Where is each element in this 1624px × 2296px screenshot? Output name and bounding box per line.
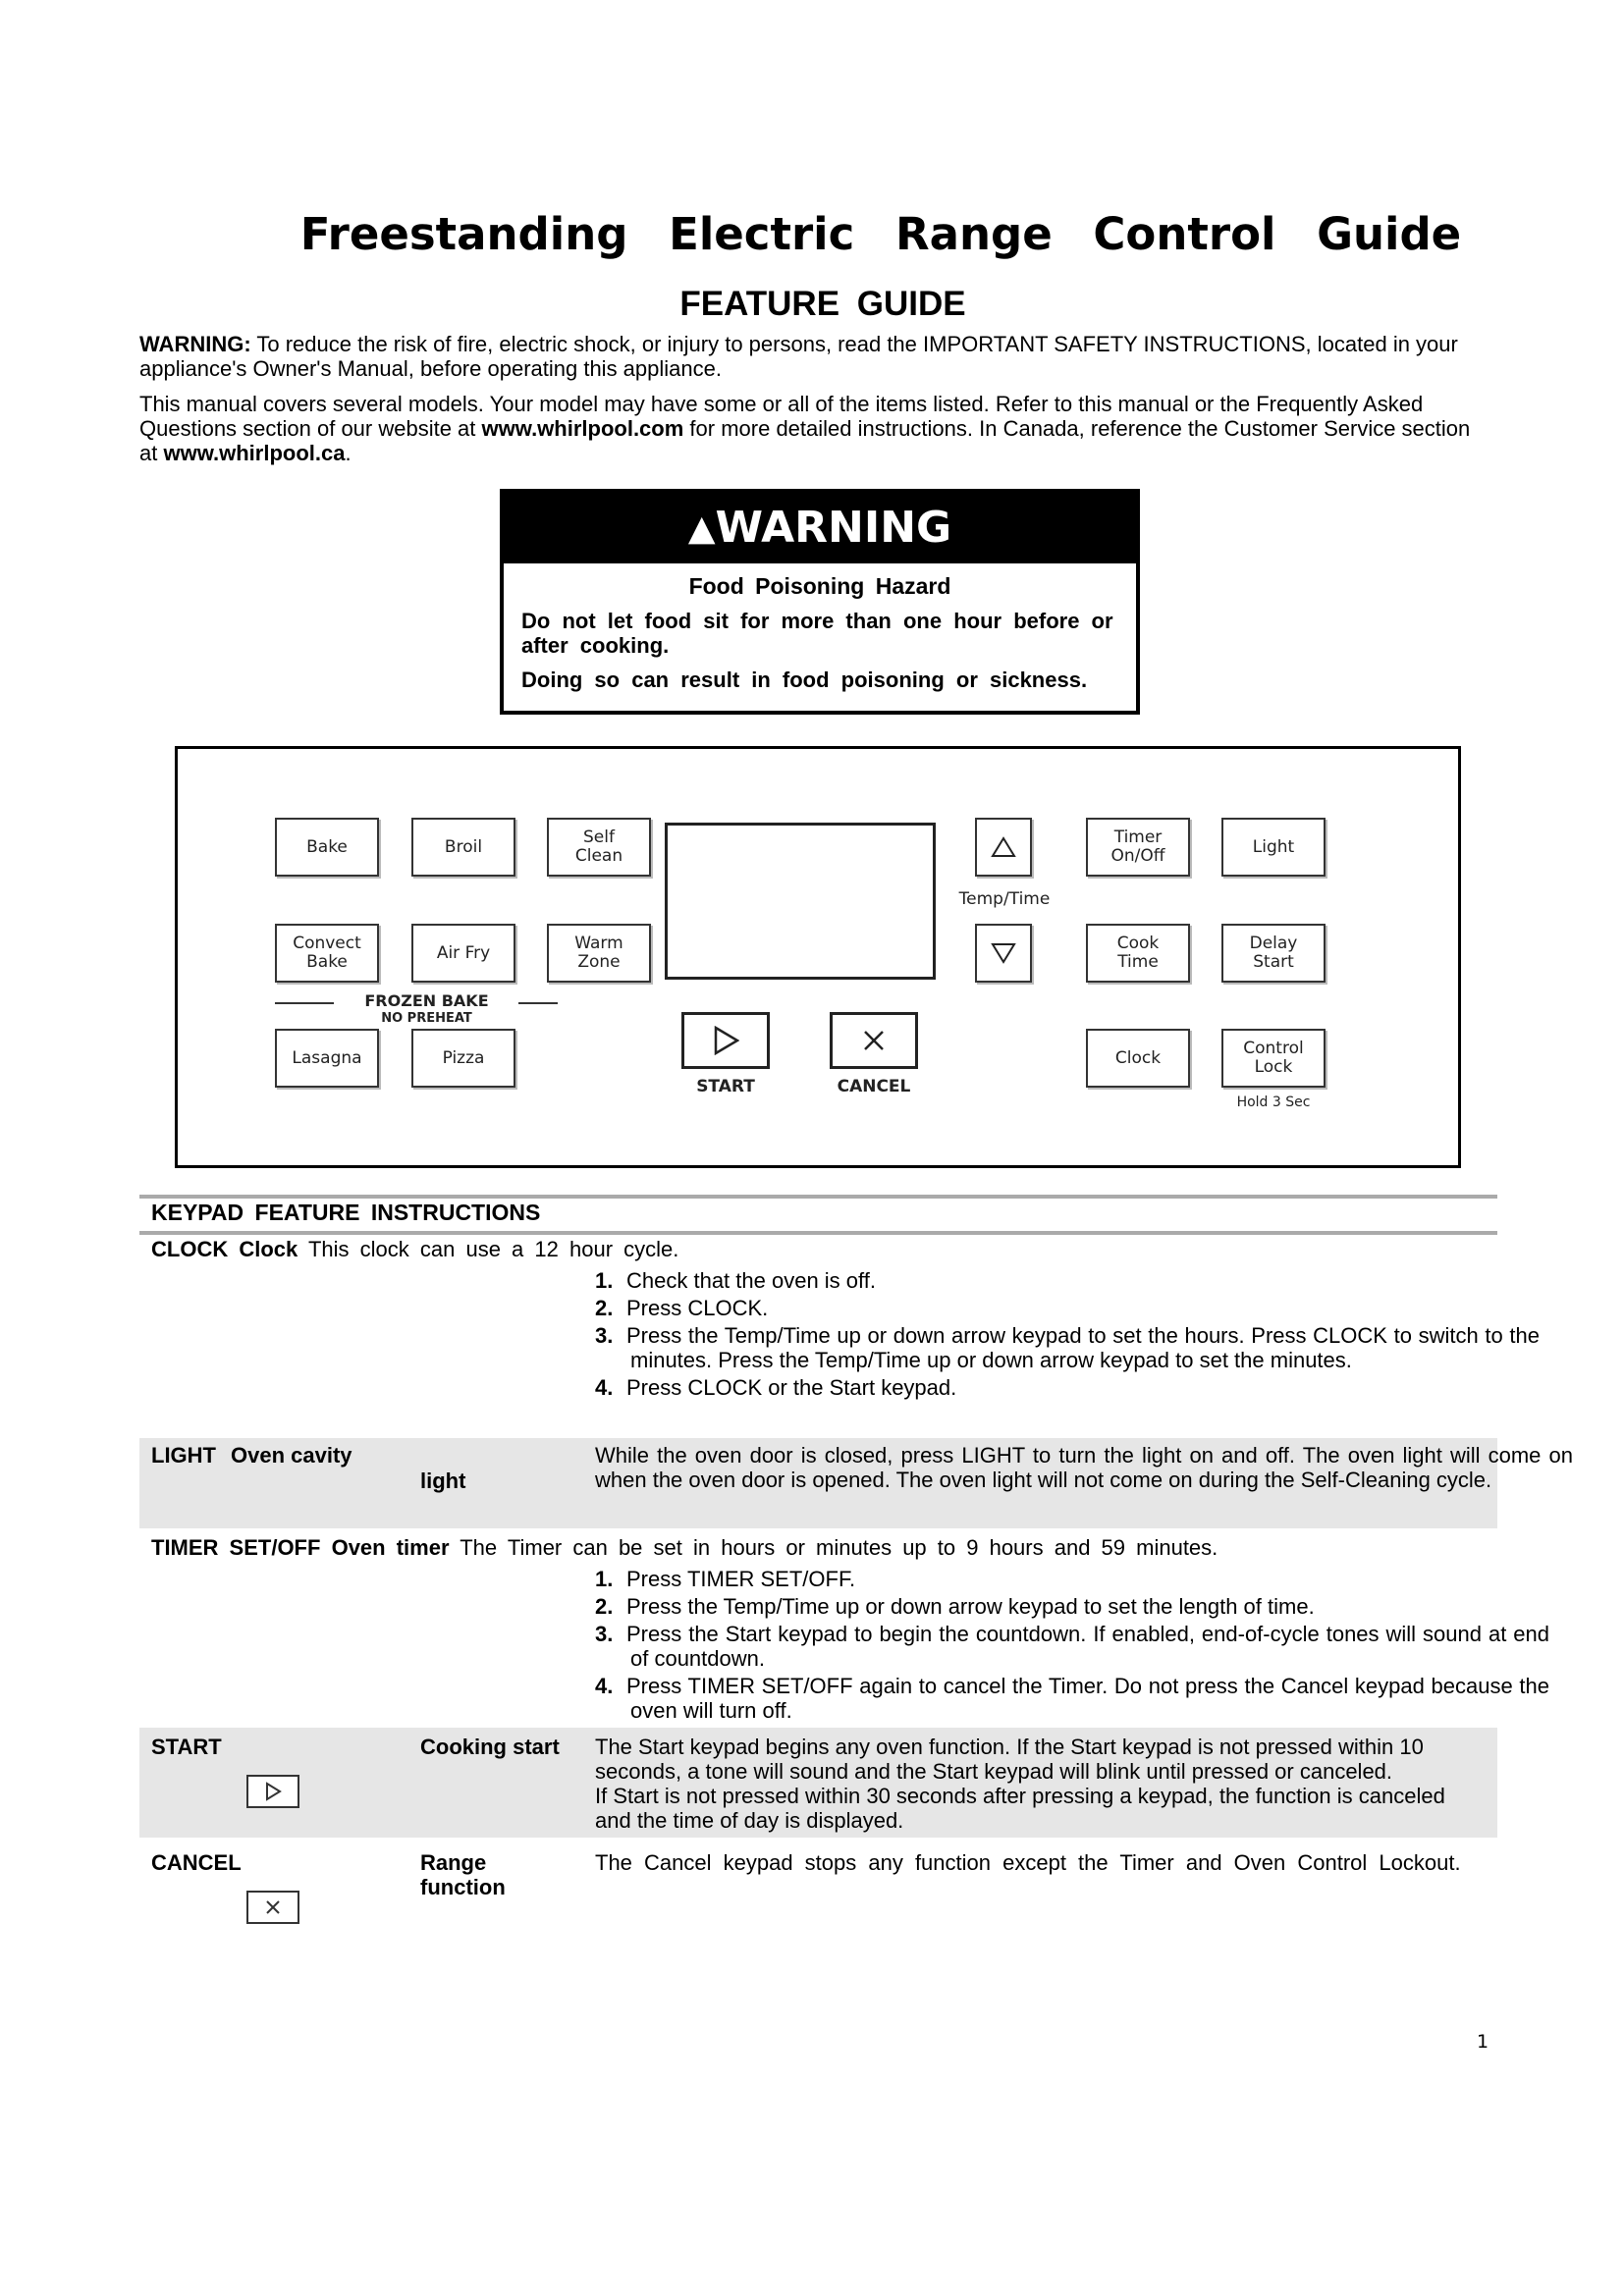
cancel-feature-b: function (420, 1875, 506, 1899)
play-icon (264, 1782, 282, 1801)
light-feature-a: Oven cavity (231, 1443, 352, 1468)
cancel-key-name: CANCEL (151, 1850, 242, 1875)
list-item: 3. Press the Start keypad to begin the countdown. If enabled, end-of-cycle tones will sound at end of countdown. (595, 1622, 1549, 1671)
warning-line-2: Doing so can result in food poisoning or sickness. (521, 667, 1088, 692)
close-icon (861, 1028, 887, 1053)
warning-line-1: Do not let food sit for more than one hour before or after cooking. (521, 609, 1113, 658)
website-link-us[interactable]: www.whirlpool.com (481, 416, 684, 441)
list-item: 3. Press the Temp/Time up or down arrow keypad to set the hours. Press CLOCK to switch to the minutes. Press the Temp/Time up or down arrow keypad to set the minutes. (595, 1323, 1540, 1372)
cancel-keypad-icon (246, 1891, 299, 1924)
temp-time-down-key[interactable] (975, 924, 1032, 983)
frozen-bake-divider-left (275, 1002, 334, 1004)
timer-row-header (151, 1535, 1506, 1560)
start-label: START (696, 1077, 755, 1096)
start-feature: Cooking start (420, 1735, 560, 1759)
page-number: 1 (1477, 2031, 1489, 2053)
document-title: Freestanding Electric Range Control Guide (299, 208, 1462, 260)
clock-steps (595, 1268, 1540, 1403)
list-item: 2. Press CLOCK. (595, 1296, 769, 1320)
section-rule-bottom (139, 1231, 1497, 1235)
keypad-instructions-heading: KEYPAD FEATURE INSTRUCTIONS (151, 1200, 541, 1225)
temp-time-up-key[interactable] (975, 818, 1032, 877)
hold-3-sec-label: Hold 3 Sec (1236, 1095, 1311, 1110)
coverage-paragraph (139, 392, 1475, 465)
warning-label: WARNING: (139, 332, 251, 356)
light-description: While the oven door is closed, press LIGHT to turn the light on and off. The oven light will come on when the oven door is opened. The oven light will not come on during the Self-Cleaning cycle. (595, 1443, 1573, 1492)
no-preheat-label: NO PREHEAT (381, 1011, 472, 1026)
warning-heading: WARNING (715, 503, 952, 553)
broil-key[interactable]: Broil (411, 818, 515, 877)
cancel-key[interactable] (830, 1012, 918, 1069)
clock-intro: This clock can use a 12 hour cycle. (307, 1237, 679, 1261)
cancel-label: CANCEL (837, 1077, 911, 1096)
list-item: 4. Press TIMER SET/OFF again to cancel the Timer. Do not press the Cancel keypad because the oven will turn off. (595, 1674, 1549, 1723)
start-keypad-icon (246, 1775, 299, 1808)
cook-time-key[interactable]: Cook Time (1086, 924, 1190, 983)
cancel-feature-a: Range (420, 1850, 487, 1875)
start-description-1: The Start keypad begins any oven function. If the Start keypad is not pressed within 10 seconds, a tone will sound and the Start keypad will blink until pressed or canceled. (595, 1735, 1424, 1784)
warning-header (504, 493, 1136, 563)
safety-warning-paragraph (139, 332, 1475, 381)
bake-key[interactable]: Bake (275, 818, 379, 877)
list-item: 1. Check that the oven is off. (595, 1268, 876, 1293)
clock-feature: Clock (239, 1237, 298, 1261)
lasagna-key[interactable]: Lasagna (275, 1029, 379, 1088)
timer-steps (595, 1567, 1549, 1726)
coverage-text-2: for more detailed instructions. In Canada, reference the Customer Service section at (139, 416, 1471, 465)
start-description (595, 1735, 1459, 1833)
start-description-2: If Start is not pressed within 30 seconds after pressing a keypad, the function is canceled and the time of day is displayed. (595, 1784, 1445, 1833)
clock-key[interactable]: Clock (1086, 1029, 1190, 1088)
coverage-text-1: This manual covers several models. Your model may have some or all of the items listed. Refer to this manual or the Frequently Asked Questions section of our website at (139, 392, 1424, 441)
timer-feature: Oven timer (331, 1535, 450, 1560)
timer-onoff-key[interactable]: Timer On/Off (1086, 818, 1190, 877)
clock-row-header (151, 1237, 1506, 1261)
warm-zone-key[interactable]: Warm Zone (547, 924, 651, 983)
frozen-bake-divider-right (518, 1002, 558, 1004)
warning-triangle-icon: ▲ (687, 508, 716, 549)
food-poisoning-warning-box (500, 489, 1140, 715)
triangle-down-icon (991, 942, 1016, 964)
self-clean-key[interactable]: Self Clean (547, 818, 651, 877)
light-key[interactable]: Light (1221, 818, 1326, 877)
control-lock-key[interactable]: Control Lock (1221, 1029, 1326, 1088)
warning-text: To reduce the risk of fire, electric shock, or injury to persons, read the IMPORTANT SAFETY INSTRUCTIONS, located in your appliance's Owner's Manual, before operating this appliance. (139, 332, 1458, 381)
timer-intro: The Timer can be set in hours or minutes up to 9 hours and 59 minutes. (460, 1535, 1218, 1560)
list-item: 4. Press CLOCK or the Start keypad. (595, 1375, 957, 1400)
timer-key-name: TIMER SET/OFF (151, 1535, 321, 1560)
list-item: 1. Press TIMER SET/OFF. (595, 1567, 856, 1591)
start-key[interactable] (681, 1012, 770, 1069)
triangle-up-icon (991, 836, 1016, 858)
display-screen (665, 823, 936, 980)
hazard-title: Food Poisoning Hazard (688, 573, 951, 599)
air-fry-key[interactable]: Air Fry (411, 924, 515, 983)
light-key-name: LIGHT (151, 1443, 216, 1468)
play-icon (712, 1026, 739, 1055)
feature-guide-title: FEATURE GUIDE (679, 285, 966, 323)
frozen-bake-label: FROZEN BAKE (364, 991, 489, 1010)
website-link-ca[interactable]: www.whirlpool.ca (163, 441, 346, 465)
light-feature-b: light (420, 1468, 466, 1493)
convect-bake-key[interactable]: Convect Bake (275, 924, 379, 983)
close-icon (264, 1898, 282, 1916)
coverage-text-3: . (345, 441, 352, 465)
control-panel-diagram (175, 746, 1461, 1168)
delay-start-key[interactable]: Delay Start (1221, 924, 1326, 983)
cancel-description: The Cancel keypad stops any function except the Timer and Oven Control Lockout. (595, 1850, 1461, 1875)
start-key-name: START (151, 1735, 222, 1759)
section-rule-top (139, 1195, 1497, 1199)
pizza-key[interactable]: Pizza (411, 1029, 515, 1088)
list-item: 2. Press the Temp/Time up or down arrow keypad to set the length of time. (595, 1594, 1315, 1619)
clock-key-name: CLOCK (151, 1237, 229, 1261)
temp-time-label: Temp/Time (958, 889, 1051, 909)
